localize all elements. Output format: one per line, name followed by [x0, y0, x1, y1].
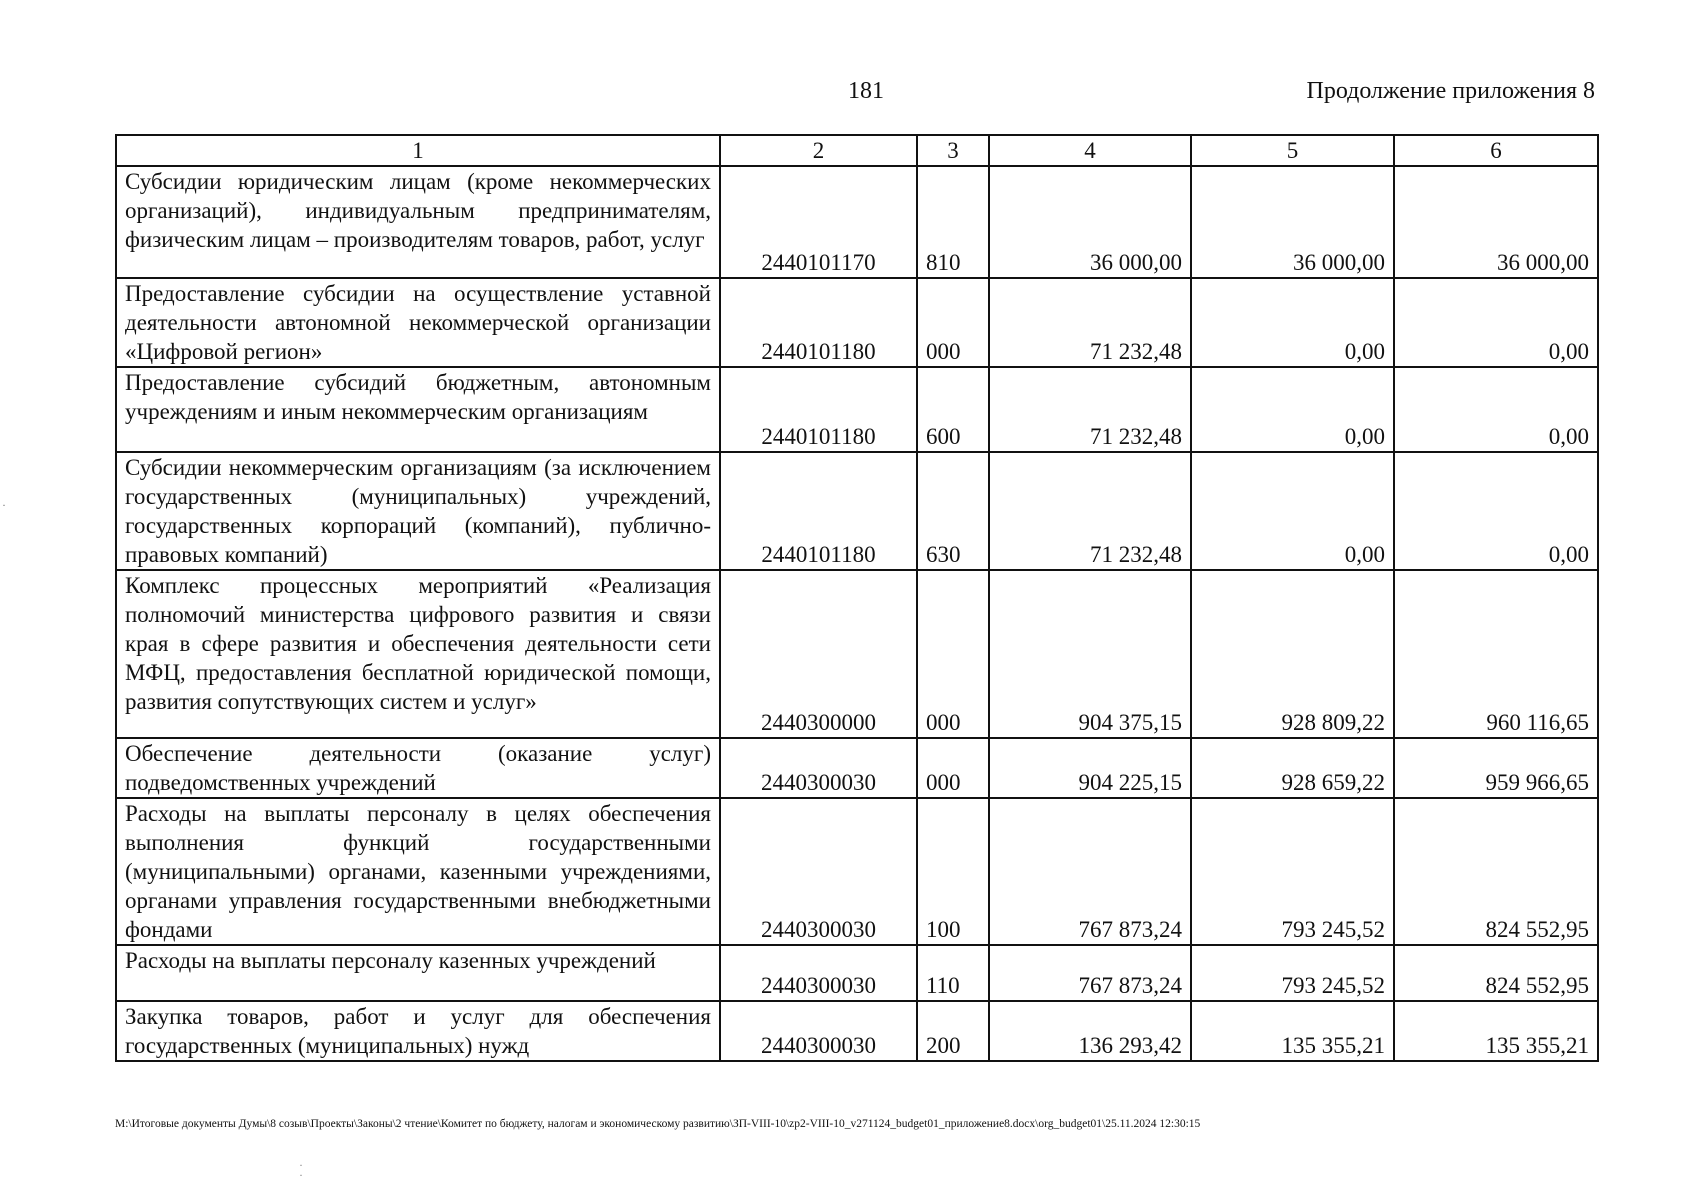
table-row [116, 738, 1598, 798]
column-header-3: 3 [917, 135, 989, 166]
row-expense-kind: 200 [917, 1001, 989, 1061]
row-description: Предоставление субсидий бюджетным, автономным учреждениям и иным некоммерческим организациям [116, 367, 720, 452]
margin-mark: · [2, 498, 6, 512]
row-expense-kind: 000 [917, 570, 989, 738]
row-amount-col5: 928 659,22 [1191, 738, 1394, 798]
row-amount-col6: 824 552,95 [1394, 798, 1598, 945]
row-expense-kind: 630 [917, 452, 989, 570]
row-target-code: 2440300030 [720, 738, 917, 798]
row-amount-col6: 959 966,65 [1394, 738, 1598, 798]
row-amount-col5: 0,00 [1191, 278, 1394, 367]
column-header-4: 4 [989, 135, 1191, 166]
row-amount-col5: 928 809,22 [1191, 570, 1394, 738]
row-expense-kind: 600 [917, 367, 989, 452]
row-target-code: 2440300030 [720, 945, 917, 1001]
row-amount-col6: 135 355,21 [1394, 1001, 1598, 1061]
table-row [116, 278, 1598, 367]
row-amount-col6: 0,00 [1394, 452, 1598, 570]
row-amount-col4: 904 225,15 [989, 738, 1191, 798]
page-caption: Продолжение приложения 8 [1306, 78, 1595, 104]
row-target-code: 2440101180 [720, 367, 917, 452]
budget-table [115, 134, 1599, 1062]
row-description: Расходы на выплаты персоналу в целях обеспечения выполнения функций государственными (муниципальными) органами, казенными учреждениями, органами управления государственными внебюджетными фондами [116, 798, 720, 945]
table-row [116, 452, 1598, 570]
row-description: Расходы на выплаты персоналу казенных учреждений [116, 945, 720, 1001]
row-target-code: 2440101180 [720, 278, 917, 367]
row-amount-col6: 824 552,95 [1394, 945, 1598, 1001]
file-path-footer: M:\Итоговые документы Думы\8 созыв\Проекты\Законы\2 чтение\Комитет по бюджету, налогам и экономическому развитию\ЗП-VIII-10\zp2-VIII-10_v271124_budget01_приложение8.docx\org_budget01\25.11.2024 12:30:15 [115, 1118, 1201, 1130]
table-row [116, 166, 1598, 278]
row-description: Предоставление субсидии на осуществление уставной деятельности автономной некоммерческой организации «Цифровой регион» [116, 278, 720, 367]
row-description: Обеспечение деятельности (оказание услуг) подведомственных учреждений [116, 738, 720, 798]
table-row [116, 798, 1598, 945]
row-expense-kind: 000 [917, 738, 989, 798]
row-description: Субсидии юридическим лицам (кроме некоммерческих организаций), индивидуальным предпринимателям, физическим лицам – производителям товаров, работ, услуг [116, 166, 720, 278]
column-header-2: 2 [720, 135, 917, 166]
row-expense-kind: 000 [917, 278, 989, 367]
row-amount-col4: 136 293,42 [989, 1001, 1191, 1061]
row-amount-col4: 36 000,00 [989, 166, 1191, 278]
row-amount-col4: 71 232,48 [989, 452, 1191, 570]
row-amount-col4: 767 873,24 [989, 945, 1191, 1001]
row-description: Закупка товаров, работ и услуг для обеспечения государственных (муниципальных) нужд [116, 1001, 720, 1061]
row-expense-kind: 810 [917, 166, 989, 278]
row-amount-col4: 71 232,48 [989, 278, 1191, 367]
table-row [116, 570, 1598, 738]
column-number-row [116, 135, 1598, 166]
table-row [116, 1001, 1598, 1061]
table-row [116, 367, 1598, 452]
row-target-code: 2440300030 [720, 798, 917, 945]
row-amount-col4: 71 232,48 [989, 367, 1191, 452]
row-amount-col5: 36 000,00 [1191, 166, 1394, 278]
row-target-code: 2440101170 [720, 166, 917, 278]
page-number: 181 [848, 78, 884, 104]
row-amount-col6: 36 000,00 [1394, 166, 1598, 278]
row-target-code: 2440300000 [720, 570, 917, 738]
column-header-1: 1 [116, 135, 720, 166]
stray-marks: · · [299, 1158, 303, 1182]
row-amount-col5: 0,00 [1191, 452, 1394, 570]
row-expense-kind: 110 [917, 945, 989, 1001]
row-amount-col4: 904 375,15 [989, 570, 1191, 738]
row-target-code: 2440101180 [720, 452, 917, 570]
row-amount-col6: 0,00 [1394, 278, 1598, 367]
column-header-6: 6 [1394, 135, 1598, 166]
table-header [116, 135, 1598, 166]
row-amount-col5: 135 355,21 [1191, 1001, 1394, 1061]
row-expense-kind: 100 [917, 798, 989, 945]
column-header-5: 5 [1191, 135, 1394, 166]
row-amount-col5: 793 245,52 [1191, 945, 1394, 1001]
row-amount-col6: 0,00 [1394, 367, 1598, 452]
table-body [116, 166, 1598, 1061]
table-row [116, 945, 1598, 1001]
row-amount-col5: 0,00 [1191, 367, 1394, 452]
row-amount-col4: 767 873,24 [989, 798, 1191, 945]
row-amount-col5: 793 245,52 [1191, 798, 1394, 945]
row-description: Субсидии некоммерческим организациям (за исключением государственных (муниципальных) учреждений, государственных корпораций (компаний), публично-правовых компаний) [116, 452, 720, 570]
row-amount-col6: 960 116,65 [1394, 570, 1598, 738]
row-description: Комплекс процессных мероприятий «Реализация полномочий министерства цифрового развития и связи края в сфере развития и обеспечения деятельности сети МФЦ, предоставления бесплатной юридической помощи, развития сопутствующих систем и услуг» [116, 570, 720, 738]
row-target-code: 2440300030 [720, 1001, 917, 1061]
